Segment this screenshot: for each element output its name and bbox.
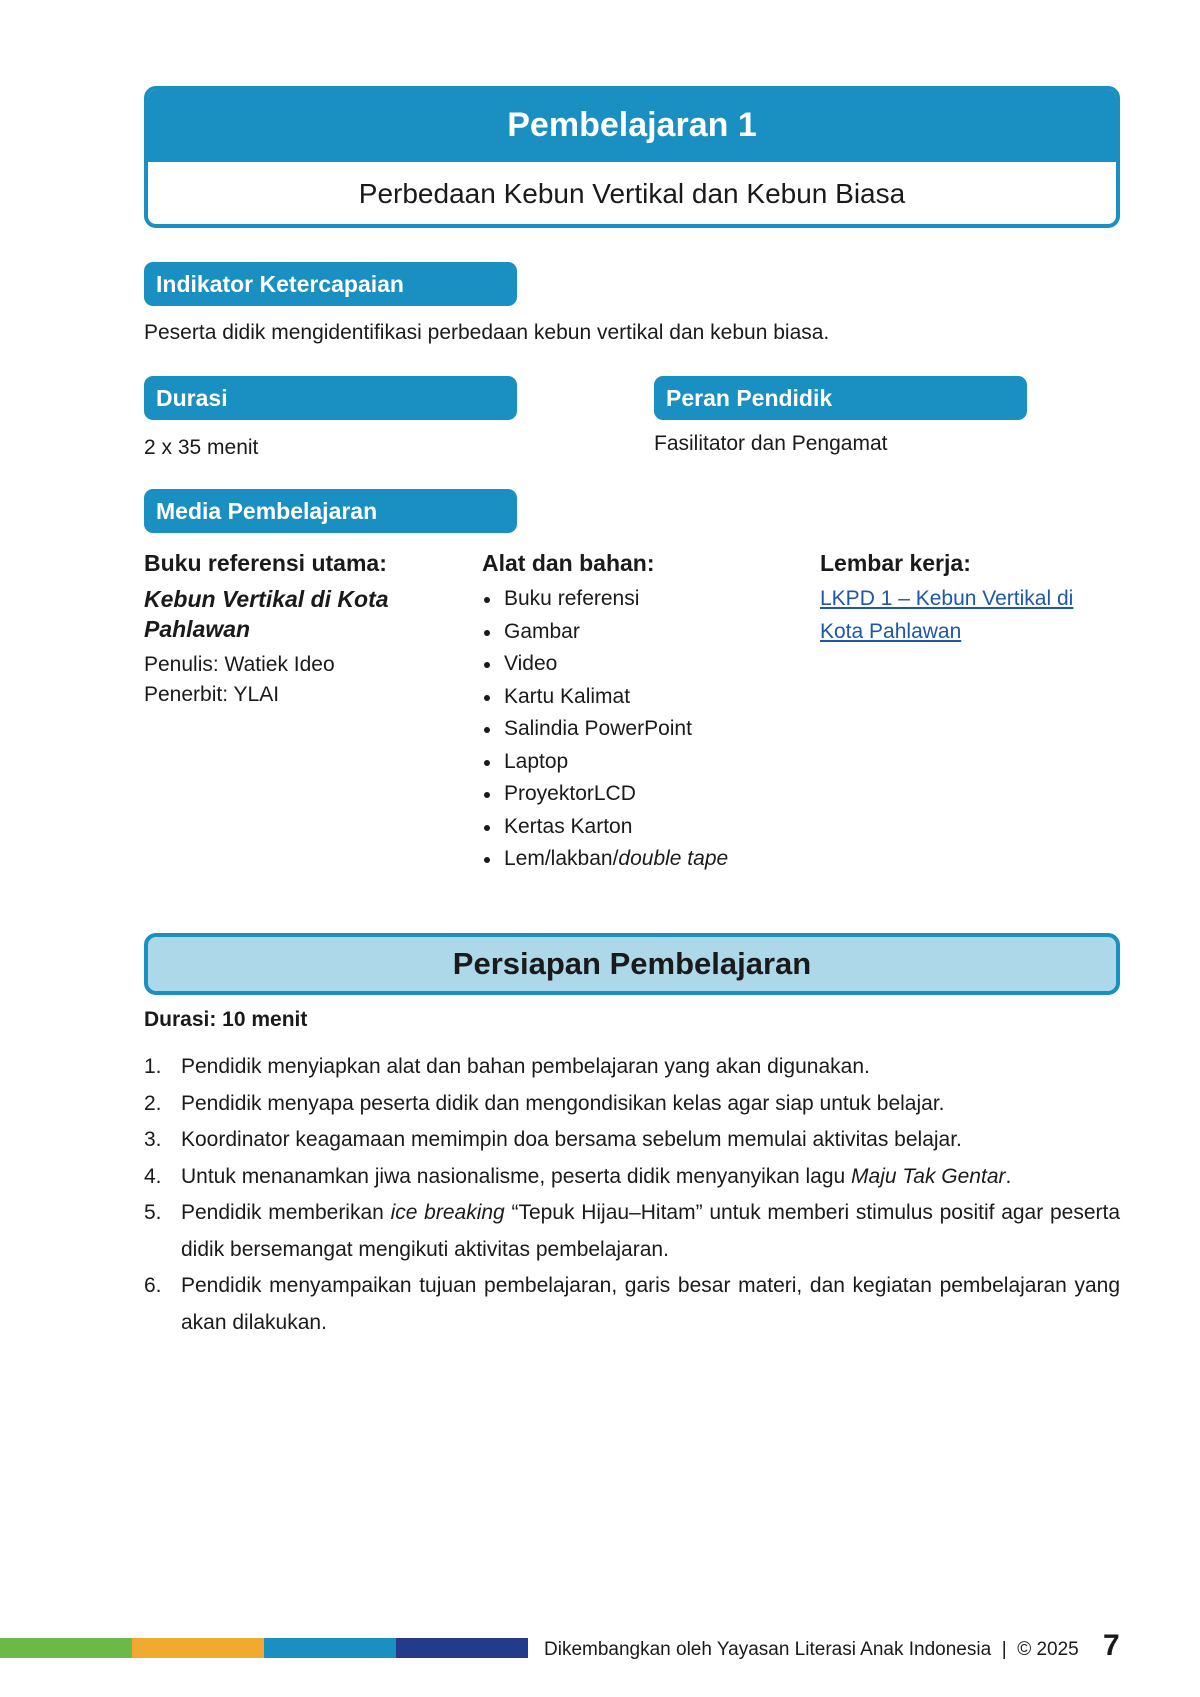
alat-bahan-column [482, 548, 802, 876]
persiapan-title: Persiapan Pembelajaran [144, 933, 1120, 995]
persiapan-steps [144, 1049, 1120, 1341]
list-item [482, 843, 802, 876]
step-text: Pendidik menyiapkan alat dan bahan pembelajaran yang akan digunakan. [181, 1055, 870, 1078]
list-item: Video [482, 648, 802, 681]
lesson-title: Pembelajaran 1 [148, 90, 1116, 162]
step-number: 2. [144, 1091, 162, 1115]
durasi-text: 2 x 35 menit [144, 436, 259, 459]
step-text: Koordinator keagamaan memimpin doa bersama sebelum memulai aktivitas belajar. [181, 1128, 962, 1151]
persiapan-durasi: Durasi: 10 menit [144, 1008, 308, 1031]
buku-referensi-column [144, 548, 464, 710]
footer-stripe-blue [264, 1638, 396, 1658]
step-italic: ice breaking [390, 1201, 505, 1224]
step-text: Untuk menanamkan jiwa nasionalisme, peserta didik menyanyikan lagu [181, 1164, 852, 1188]
list-item-italic: double tape [618, 847, 729, 870]
buku-heading: Buku referensi utama: [144, 550, 387, 576]
footer-stripe-orange [132, 1638, 264, 1658]
footer-stripe-green [0, 1638, 132, 1658]
lkpd-link-line2[interactable]: Kota Pahlawan [820, 619, 962, 643]
lkpd-link-line1[interactable]: LKPD 1 – Kebun Vertikal di [820, 587, 1074, 610]
step-text: Pendidik memberikan [181, 1201, 391, 1224]
list-item [144, 1159, 1120, 1196]
footer-stripe-navy [396, 1638, 528, 1658]
step-text: Pendidik menyampaikan tujuan pembelajaran, garis besar materi, dan kegiatan pembelajaran yang akan dilakukan. [181, 1274, 1120, 1334]
buku-penerbit: Penerbit: YLAI [144, 683, 280, 706]
list-item [144, 1086, 1120, 1123]
list-item [144, 1195, 1120, 1268]
buku-title-line2: Pahlawan [144, 616, 251, 642]
page-number: 7 [1103, 1629, 1120, 1662]
indikator-label: Indikator Ketercapaian [144, 262, 517, 306]
lembar-heading: Lembar kerja: [820, 550, 971, 576]
step-number: 1. [144, 1055, 162, 1078]
list-item: Gambar [482, 616, 802, 649]
step-number: 3. [144, 1128, 162, 1151]
buku-penulis: Penulis: Watiek Ideo [144, 653, 335, 676]
alat-heading: Alat dan bahan: [482, 550, 655, 576]
list-item: Laptop [482, 746, 802, 779]
list-item: Salindia PowerPoint [482, 713, 802, 746]
step-italic: Maju Tak Gentar [851, 1164, 1006, 1188]
buku-title-line1: Kebun Vertikal di Kota [144, 586, 389, 612]
lkpd-link[interactable] [820, 587, 1073, 643]
list-item [144, 1122, 1120, 1159]
step-number: 6. [144, 1274, 162, 1297]
step-text: “Tepuk Hijau–Hitam” untuk memberi stimulus positif agar peserta didik bersemangat mengikuti aktivitas pembelajaran. [181, 1201, 1121, 1261]
list-item-text: Lem/lakban/ [504, 847, 619, 870]
lembar-kerja-column [820, 548, 1120, 648]
list-item: Kartu Kalimat [482, 681, 802, 714]
alat-list [482, 583, 802, 876]
list-item: ProyektorLCD [482, 778, 802, 811]
peran-text: Fasilitator dan Pengamat [654, 432, 888, 455]
list-item [144, 1049, 1120, 1086]
lesson-title-box [144, 86, 1120, 228]
step-text: . [1005, 1164, 1012, 1188]
steps-list [144, 1049, 1120, 1341]
list-item: Kertas Karton [482, 811, 802, 844]
media-label: Media Pembelajaran [144, 489, 517, 533]
footer-credit: Dikembangkan oleh Yayasan Literasi Anak Indonesia | © 2025 [544, 1639, 1079, 1660]
step-number: 4. [144, 1164, 162, 1188]
step-number: 5. [144, 1201, 162, 1224]
durasi-label: Durasi [144, 376, 517, 420]
indikator-text: Peserta didik mengidentifikasi perbedaan kebun vertikal dan kebun biasa. [144, 321, 830, 344]
list-item: Buku referensi [482, 583, 802, 616]
peran-label: Peran Pendidik [654, 376, 1027, 420]
lesson-subtitle: Perbedaan Kebun Vertikal dan Kebun Biasa [358, 178, 906, 209]
step-text: Pendidik menyapa peserta didik dan mengondisikan kelas agar siap untuk belajar. [181, 1091, 945, 1115]
list-item [144, 1268, 1120, 1341]
